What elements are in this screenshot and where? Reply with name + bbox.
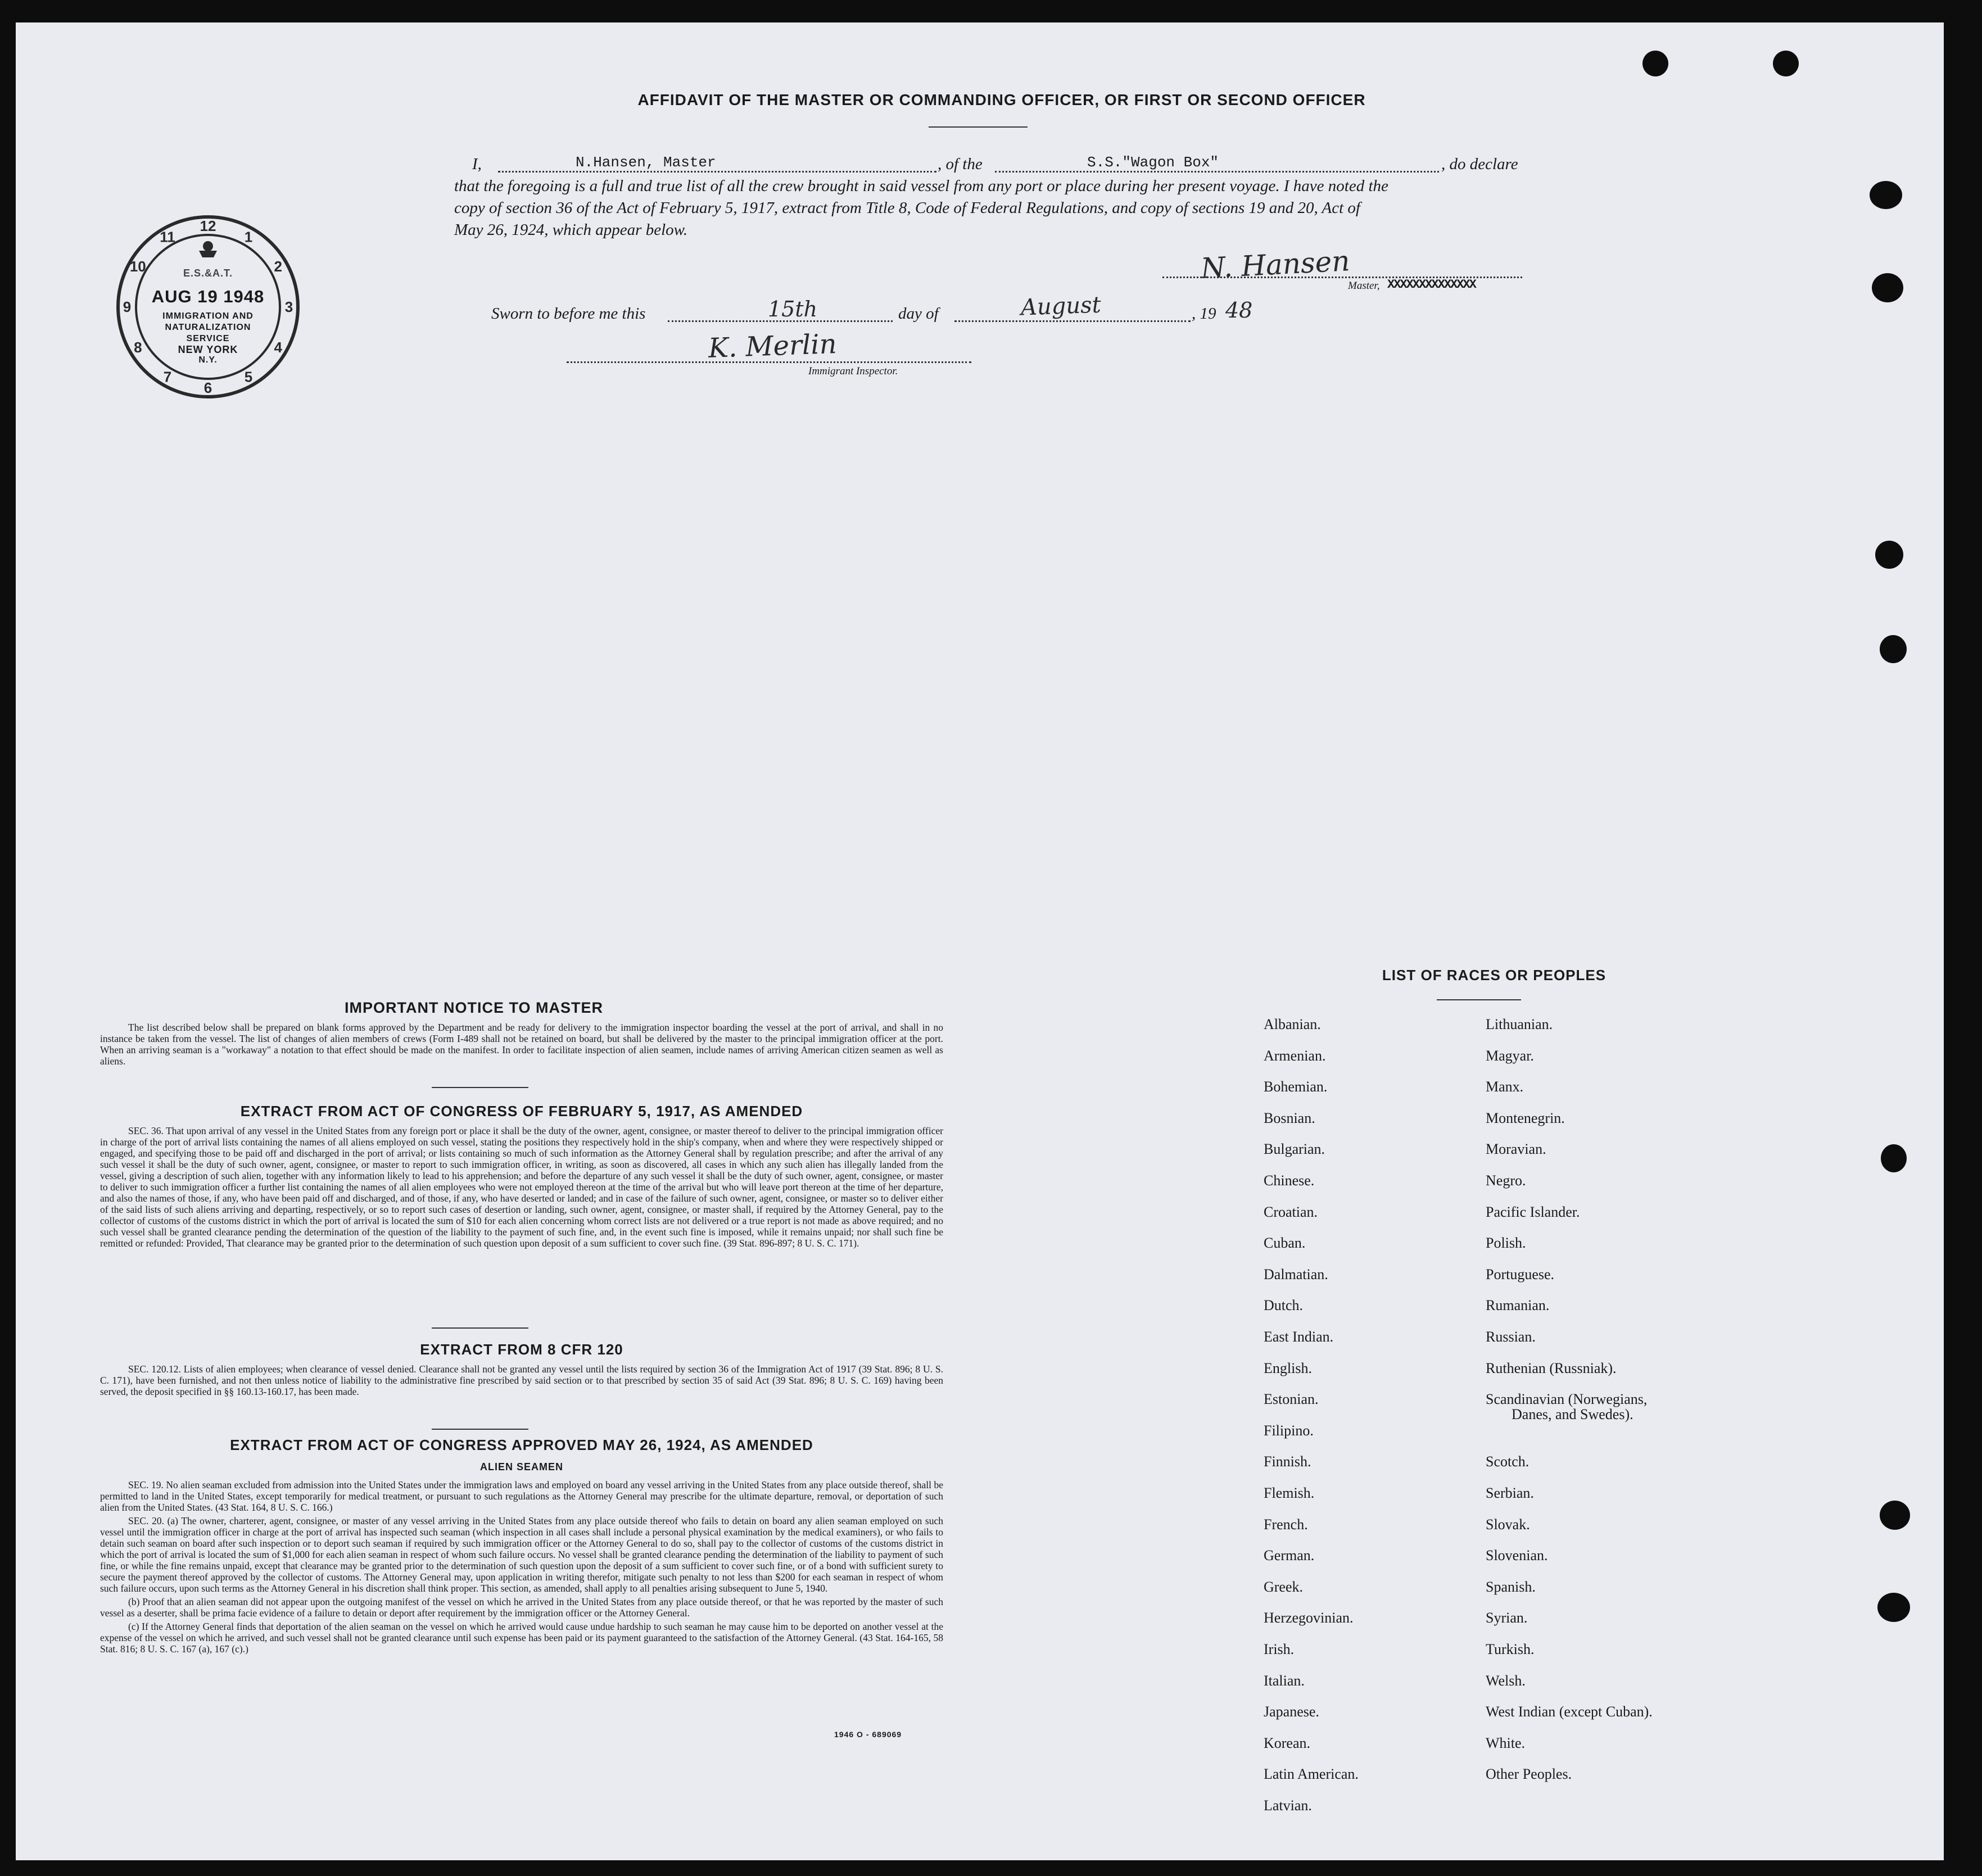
affidavit-title: AFFIDAVIT OF THE MASTER OR COMMANDING OFFICER, OR FIRST OR SECOND OFFICER [637, 91, 1366, 108]
race-item: Japanese. [1264, 1703, 1319, 1720]
race-item: Greek. [1264, 1578, 1304, 1595]
race-item: Slovak. [1486, 1516, 1530, 1533]
race-item: Bosnian. [1264, 1109, 1315, 1126]
divider-2 [432, 1327, 528, 1329]
extract-1917-title: EXTRACT FROM ACT OF CONGRESS OF FEBRUARY 5, 1917, AS AMENDED [240, 1103, 803, 1120]
sworn-day: 15th [768, 297, 818, 321]
race-item: Turkish. [1486, 1641, 1535, 1657]
race-item-continuation: Danes, and Swedes). [1512, 1406, 1633, 1423]
stamp-dial-number: 10 [129, 258, 146, 275]
binder-hole [1875, 541, 1903, 569]
race-item: Italian. [1264, 1672, 1305, 1689]
stamp-dial-number: 7 [163, 368, 172, 386]
year-prefix: , 19 [1192, 305, 1216, 323]
race-item: Syrian. [1486, 1610, 1528, 1626]
notice-text: The list described below shall be prepared on blank forms approved by the Department and be ready for delivery to the immigration inspector boarding the vessel at the port of arrival, and shall in no instance be taken from the vessel. The list of changes of alien members of crews (Form I-489 shall not be retained on board, but shall be delivered by the master to the principal immigration officer at the port. When an arriving seaman is a "workaway" a notation to that effect should be made on the manifest. In order to facilitate inspection of alien seamen, include names of arriving American citizen seamen as well as aliens. [100, 1022, 943, 1067]
race-item: Welsh. [1486, 1672, 1526, 1689]
declaration-line-4: May 26, 1924, which appear below. [454, 221, 688, 239]
binder-hole [1872, 273, 1903, 302]
struck-title: XXXXXXXXXXXXXX [1387, 278, 1476, 292]
race-item: Serbian. [1486, 1485, 1534, 1501]
vessel-name-line [995, 171, 1439, 173]
inspector-label: Immigrant Inspector. [808, 365, 898, 377]
race-item: Finnish. [1264, 1453, 1311, 1470]
binder-hole [1642, 51, 1668, 76]
race-item: Scandinavian (Norwegians, [1486, 1391, 1648, 1408]
notice-title: IMPORTANT NOTICE TO MASTER [345, 999, 603, 1016]
race-item: Pacific Islander. [1486, 1203, 1580, 1220]
race-item: Manx. [1486, 1079, 1524, 1095]
race-item: Polish. [1486, 1235, 1526, 1252]
stamp-dial-number: 3 [284, 298, 293, 315]
race-item: West Indian (except Cuban). [1486, 1703, 1653, 1720]
title-divider [929, 126, 1028, 128]
races-title: LIST OF RACES OR PEOPLES [1382, 967, 1607, 984]
extract-cfr-body [100, 1363, 943, 1399]
race-item: Estonian. [1264, 1391, 1319, 1408]
sworn-label: Sworn to before me this [491, 305, 646, 323]
extract-1924-sec20b: (b) Proof that an alien seaman did not appear upon the outgoing manifest of the vessel on which he arrived in the United States from any place outside thereof, or that he was reported by the master of such vessel as a deserter, shall be prima facie evidence of a failure to detain or deport after requirement by the immigration officer or the Attorney General. [100, 1596, 943, 1619]
race-item: Moravian. [1486, 1141, 1546, 1158]
extract-1924-body [100, 1479, 943, 1657]
race-item: East Indian. [1264, 1329, 1334, 1345]
race-item: Albanian. [1264, 1016, 1321, 1032]
binder-hole [1880, 1501, 1910, 1530]
race-item: Rumanian. [1486, 1297, 1550, 1314]
stamp-dial-number: 9 [123, 298, 132, 315]
race-item: Latvian. [1264, 1797, 1312, 1814]
races-column-1 [1264, 1016, 1477, 1837]
race-item: Flemish. [1264, 1485, 1315, 1501]
race-item: Lithuanian. [1486, 1016, 1553, 1032]
declarant-name-line [498, 171, 936, 173]
race-item: Armenian. [1264, 1047, 1326, 1064]
race-item: Bohemian. [1264, 1079, 1328, 1095]
race-item: Chinese. [1264, 1172, 1315, 1189]
race-item: English. [1264, 1360, 1312, 1376]
race-item: French. [1264, 1516, 1308, 1533]
race-item: Scotch. [1486, 1453, 1530, 1470]
race-item: Cuban. [1264, 1235, 1306, 1252]
divider-3 [432, 1429, 528, 1430]
stamp-dial-number: 11 [160, 228, 175, 246]
binder-hole [1870, 181, 1902, 209]
year-suffix: 48 [1225, 298, 1253, 323]
race-item: White. [1486, 1734, 1526, 1751]
race-item: Portuguese. [1486, 1266, 1555, 1283]
race-item: Montenegrin. [1486, 1109, 1565, 1126]
race-item: Korean. [1264, 1734, 1311, 1751]
stamp-dial-number: 2 [274, 258, 282, 275]
declarant-label: I, [472, 155, 482, 173]
day-of-label: day of [898, 305, 939, 323]
extract-1924-sec19: SEC. 19. No alien seaman excluded from admission into the United States under the immigration laws and employed on board any vessel arriving in the United States from any place outside thereof, shall be permitted to land in the United States, except temporarily for medical treatment, or pursuant to such regulations as the Attorney General may prescribe for the ultimate departure, removal, or deportation of such alien from the United States. (43 Stat. 164, 8 U. S. C. 166.) [100, 1479, 943, 1513]
divider-1 [432, 1087, 528, 1088]
race-item: Dutch. [1264, 1297, 1304, 1314]
stamp-dial-number: 12 [200, 217, 216, 234]
binder-hole [1877, 1593, 1910, 1622]
race-item: German. [1264, 1547, 1315, 1564]
race-item: Latin American. [1264, 1766, 1359, 1783]
stamp-seal [115, 214, 301, 400]
declaration-line-2: that the foregoing is a full and true list of all the crew brought in said vessel from any port or place during her present voyage. I have noted the [454, 177, 1388, 195]
master-label: Master, [1348, 280, 1380, 292]
extract-cfr-title: EXTRACT FROM 8 CFR 120 [420, 1341, 623, 1358]
vessel-name: S.S."Wagon Box" [1084, 154, 1222, 171]
sworn-month: August [1020, 292, 1102, 321]
race-item: Bulgarian. [1264, 1141, 1325, 1158]
stamp-dial-number: 8 [134, 339, 142, 356]
of-the-label: , of the [938, 155, 983, 173]
race-item: Ruthenian (Russniak). [1486, 1360, 1617, 1376]
race-item: Other Peoples. [1486, 1766, 1572, 1783]
race-item: Filipino. [1264, 1422, 1314, 1439]
stamp-line-1: IMMIGRATION AND [162, 311, 254, 321]
sworn-month-line [954, 320, 1191, 322]
extract-1924-title: EXTRACT FROM ACT OF CONGRESS APPROVED MAY 26, 1924, AS AMENDED [230, 1437, 813, 1453]
stamp-line-4: NEW YORK [178, 344, 238, 355]
extract-1924-sec20c: (c) If the Attorney General finds that deportation of the alien seaman on the vessel on which he arrived would cause undue hardship to such seaman he may cause him to be deported on another vessel at the expense of the vessel on which he arrived, and such vessel shall not be granted clearance until such expense has been paid or its payment guaranteed to the satisfaction of the Attorney General. (43 Stat. 164-165, 58 Stat. 816; 8 U. S. C. 167 (a), 167 (c).) [100, 1621, 943, 1655]
stamp-dial-number: 6 [203, 379, 212, 396]
binder-hole [1880, 635, 1907, 663]
race-item: Magyar. [1486, 1047, 1534, 1064]
stamp-dial-number: 1 [244, 228, 253, 246]
declaration-line-3: copy of section 36 of the Act of February 5, 1917, extract from Title 8, Code of Federal Regulations, and copy of sections 19 and 20, Act of [454, 199, 1360, 217]
extract-1917-body [100, 1125, 943, 1251]
inspector-signature: K. Merlin [708, 328, 838, 364]
race-item: Spanish. [1486, 1578, 1536, 1595]
race-item: Irish. [1264, 1641, 1295, 1657]
extract-1924-sec20a: SEC. 20. (a) The owner, charterer, agent, consignee, or master of any vessel arriving in the United States from any place outside thereof who fails to detain on board any alien seaman employed on such vessel until the immigration officer in charge at the port of arrival has inspected such seaman (which inspection in all cases shall include a personal physical examination by the medical examiners), or who fails to detain such seaman on board after such inspection or to deport such seaman if required by such immigration officer or the Attorney General to do so, shall pay to the collector of customs of the customs district in which the port of arrival is located the sum of $1,000 for each alien seaman in respect of whom such failure occurs. No vessel shall be granted clearance pending the determination of the liability to payment of such fine, or while the fine remains unpaid, except that clearance may be granted prior to the determination of such question upon the deposit of a sum sufficient to cover such fine, or of a bond with sufficient surety to secure the payment thereof approved by the collector of customs. The Attorney General may, upon application in writing therefor, mitigate such penalty to not less than $200 for each seaman in respect of whom such failure occurs, upon such terms as the Attorney General in his discretion shall think proper. This section, as amended, shall apply to all penalties arising subsequent to June 5, 1940. [100, 1515, 943, 1594]
binder-hole [1881, 1144, 1907, 1172]
race-item: Croatian. [1264, 1203, 1318, 1220]
stamp-date: AUG 19 1948 [151, 287, 265, 306]
stamp-dial-number: 5 [244, 368, 253, 386]
notice-body [100, 1022, 943, 1069]
race-item: Dalmatian. [1264, 1266, 1328, 1283]
master-signature: N. Hansen [1200, 244, 1351, 285]
extract-1917-text: SEC. 36. That upon arrival of any vessel in the United States from any foreign port or place it shall be the duty of the owner, agent, consignee, or master thereof to deliver to the principal immigration officer in charge of the port of arrival lists containing the names of all aliens employed on such vessel, stating the positions they respectively hold in the ship's company, when and where they were respectively shipped or engaged, and specifying those to be paid off and discharged in the port of arrival; or lists containing so much of such information as the Attorney General shall by regulation prescribe; and after the arrival of any such vessel it shall be the duty of such owner, agent, consignee, or master to report to such immigration officer, in writing, as soon as discovered, all cases in which any such alien has illegally landed from the vessel, giving a description of such alien, together with any information likely to lead to his apprehension; and before the departure of any such vessel it shall be the duty of such owner, agent, consignee, or master to deliver to such immigration officer a further list containing the names of all alien employees who were not employed thereon at the time of the arrival but who will leave port thereon at the time of her departure, and also the names of those, if any, who have been paid off and discharged, and of those, if any, who have deserted or landed; and in case of the failure of such owner, agent, consignee, or master so to deliver either of the said lists of such aliens arriving and departing, respectively, or so to report such cases of desertion or landing, such owner, agent, consignee, or master shall, if required by the Attorney General, pay to the collector of customs of the customs district in which the port of arrival is located the sum of $10 for each alien concerning whom correct lists are not delivered or a true report is not made as above required; and no such vessel shall be granted clearance pending the determination of the question of the liability to the payment of such fine, and, in the event such fine is imposed, while it remains unpaid; nor shall such fine be remitted or refunded: Provided, That clearance may be granted prior to the determination of such question upon deposit of a sum sufficient to cover such fine. (39 Stat. 896-897; 8 U. S. C. 171). [100, 1125, 943, 1249]
declarant-name: N.Hansen, Master [572, 154, 720, 171]
races-divider [1437, 999, 1521, 1000]
race-item: Russian. [1486, 1329, 1536, 1345]
stamp-line-2: NATURALIZATION [165, 323, 251, 332]
immigration-stamp [115, 214, 301, 400]
races-column-2 [1486, 1016, 1778, 1837]
binder-hole [1773, 51, 1799, 76]
stamp-top-label: E.S.&A.T. [183, 268, 233, 279]
extract-cfr-text: SEC. 120.12. Lists of alien employees; when clearance of vessel denied. Clearance shall not be granted any vessel until the lists required by section 36 of the Immigration Act of 1917 (39 Stat. 896; 8 U. S. C. 171), have been furnished, and not then unless notice of liability to the administrative fine prescribed by said section or to that prescribed by section 35 of said Act (39 Stat. 896; 8 U. S. C. 169) having been served, the deposit specified in §§ 160.13-160.17, has been made. [100, 1363, 943, 1397]
inspector-signature-line [567, 361, 971, 363]
race-item: Herzegovinian. [1264, 1610, 1354, 1626]
print-code: 1946 O - 689069 [834, 1730, 902, 1739]
do-declare-label: , do declare [1441, 155, 1518, 173]
document-page [16, 22, 1944, 1860]
stamp-dial-number: 4 [274, 339, 282, 356]
race-item: Negro. [1486, 1172, 1526, 1189]
stamp-line-3: SERVICE [186, 334, 230, 343]
extract-1924-subtitle: ALIEN SEAMEN [479, 1461, 563, 1472]
stamp-line-5: N.Y. [198, 355, 218, 365]
race-item: Slovenian. [1486, 1547, 1548, 1564]
